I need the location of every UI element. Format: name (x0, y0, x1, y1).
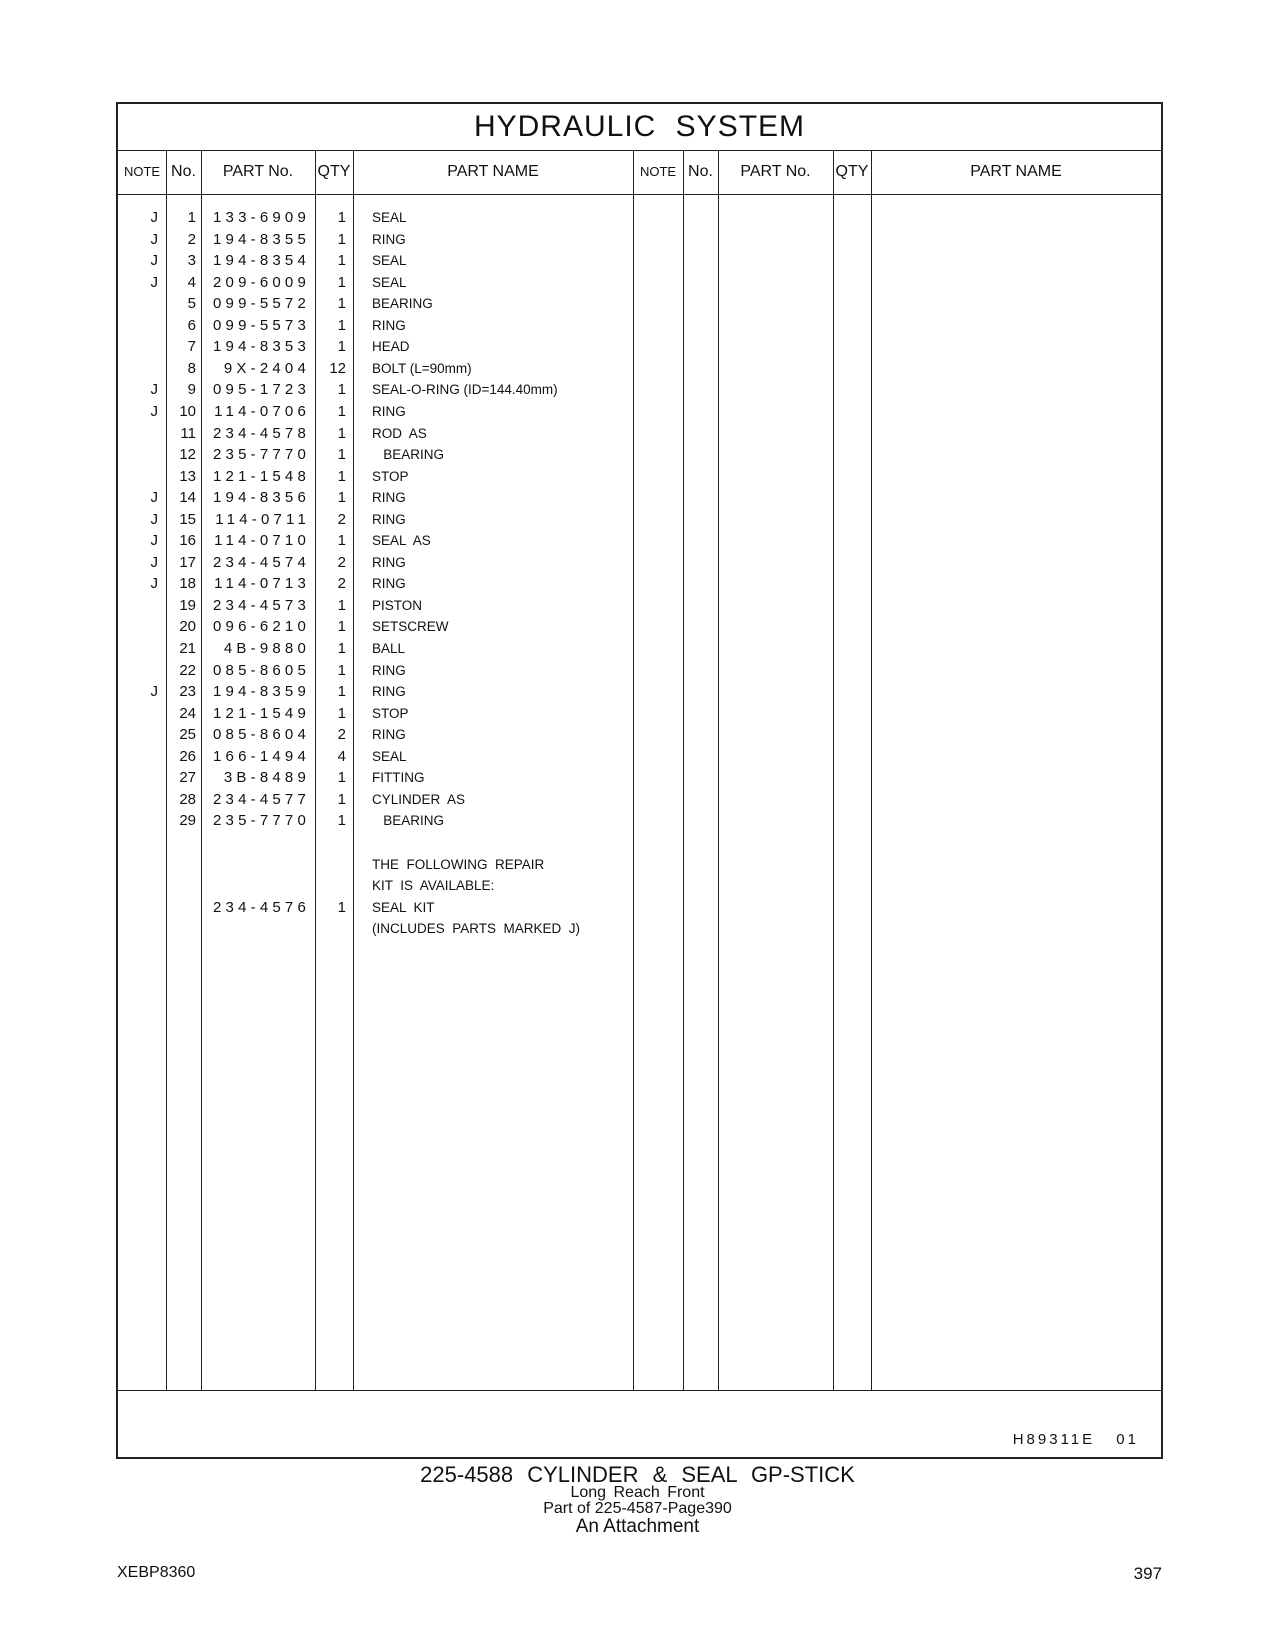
part-number-cell: 133-6909 (213, 209, 310, 226)
table-header (118, 150, 1161, 195)
part-number-cell: 121-1549 (213, 704, 310, 722)
quantity-cell: 1 (337, 402, 346, 420)
table-row (118, 444, 648, 466)
table-row (118, 250, 648, 272)
part-name-cell: SEAL KIT (372, 899, 435, 915)
part-number-cell: 209-6009 (213, 273, 310, 291)
item-number-cell: 28 (179, 790, 196, 808)
table-row (118, 487, 648, 509)
part-number-cell: 194-8354 (213, 252, 310, 270)
part-name-cell: RING (372, 317, 406, 333)
note-cell: J (150, 532, 158, 550)
table-row (118, 573, 648, 595)
table-row (118, 746, 648, 768)
part-name-cell: BALL (372, 641, 406, 656)
part-number-cell: 234-4576 (213, 898, 310, 916)
part-name-cell: STOP (372, 705, 409, 721)
column-divider (871, 150, 872, 1390)
part-number-cell: 114-0706 (214, 402, 310, 420)
part-number-cell: 235-7770 (213, 446, 310, 464)
part-number-cell: 234-4574 (213, 553, 310, 571)
quantity-cell: 4 (337, 747, 346, 765)
part-number-cell: 3B-8489 (223, 769, 310, 787)
part-name-cell: SETSCREW (372, 619, 449, 635)
part-name-cell: PISTON (372, 597, 423, 613)
item-number-cell: 23 (179, 683, 196, 701)
note-cell: J (150, 402, 158, 420)
item-number-cell: 15 (179, 510, 196, 528)
item-number-cell: 2 (187, 230, 196, 248)
header-part-name-2: PART NAME (970, 163, 1062, 180)
illustration-code: H89311E 01 (1012, 1431, 1139, 1448)
table-row (118, 315, 648, 337)
part-name-cell: RING (372, 684, 406, 700)
item-number-cell: 4 (187, 273, 196, 291)
header-qty-2: QTY (835, 163, 869, 180)
item-number-cell: 22 (179, 661, 196, 679)
group-reference: Part of 225-4587-Page390 (543, 1500, 732, 1517)
note-cell: J (150, 273, 158, 291)
part-name-cell: RING (372, 490, 406, 506)
part-number-cell: 114-0713 (214, 575, 310, 593)
quantity-cell: 1 (337, 790, 346, 808)
part-number-cell: 099-5572 (213, 295, 310, 313)
part-number-cell: 234-4573 (213, 596, 310, 614)
table-row (118, 832, 648, 854)
part-number-cell: 114-0711 (215, 510, 310, 528)
group-subtitle: Long Reach Front (570, 1484, 705, 1501)
table-row (118, 552, 648, 574)
item-number-cell: 29 (179, 812, 196, 830)
publication-number: XEBP8360 (117, 1564, 196, 1581)
footer-divider (118, 1390, 1161, 1391)
table-row (118, 401, 648, 423)
quantity-cell: 1 (337, 683, 346, 701)
part-name-cell: RING (372, 727, 406, 743)
quantity-cell: 1 (337, 424, 346, 442)
item-number-cell: 13 (179, 467, 196, 485)
part-name-cell: RING (372, 554, 406, 570)
quantity-cell: 1 (337, 704, 346, 722)
quantity-cell: 2 (337, 726, 346, 744)
part-name-cell: SEAL (372, 274, 407, 290)
part-number-cell: 114-0710 (214, 532, 310, 550)
table-row (118, 207, 648, 229)
quantity-cell: 1 (337, 467, 346, 485)
part-name-cell: RING (372, 403, 406, 419)
part-name-cell: RING (372, 231, 406, 247)
quantity-cell: 1 (337, 898, 346, 916)
part-number-cell: 121-1548 (213, 467, 310, 485)
item-number-cell: 27 (179, 769, 196, 787)
header-note-2: NOTE (639, 164, 677, 179)
item-number-cell: 17 (179, 553, 196, 571)
part-name-cell: SEAL-O-RING (ID=144.40mm) (372, 382, 558, 398)
part-number-cell: 194-8353 (213, 338, 310, 356)
item-number-cell: 14 (179, 489, 196, 507)
part-name-cell: SEAL (372, 210, 407, 225)
part-name-cell: STOP (372, 468, 409, 484)
quantity-cell: 2 (337, 553, 346, 571)
part-number-cell: 095-1723 (213, 381, 310, 399)
table-row (118, 875, 648, 897)
item-number-cell: 9 (187, 381, 196, 399)
quantity-cell: 1 (337, 381, 346, 399)
table-row (118, 703, 648, 725)
quantity-cell: 1 (337, 640, 346, 657)
quantity-cell: 1 (337, 596, 346, 614)
header-part-no-2: PART No. (740, 163, 811, 180)
column-divider (683, 150, 684, 1390)
part-name-cell: SEAL (372, 253, 407, 269)
item-number-cell: 20 (179, 618, 196, 636)
quantity-cell: 1 (337, 489, 346, 507)
part-name-cell: BEARING (372, 447, 445, 463)
note-cell: J (150, 252, 158, 270)
table-row (118, 229, 648, 251)
part-number-cell: 194-8355 (213, 230, 310, 248)
table-row (118, 272, 648, 294)
part-number-cell: 096-6210 (213, 618, 310, 636)
part-name-cell: SEAL (372, 748, 407, 764)
quantity-cell: 1 (337, 230, 346, 248)
item-number-cell: 8 (187, 359, 196, 377)
quantity-cell: 1 (337, 338, 346, 356)
parts-table-frame (116, 102, 1163, 1459)
table-row (118, 767, 648, 789)
table-row (118, 358, 648, 380)
table-row (118, 595, 648, 617)
part-number-cell: 234-4577 (213, 790, 310, 808)
part-name-cell: BEARING (372, 813, 445, 829)
part-name-cell: KIT IS AVAILABLE: (372, 878, 495, 894)
quantity-cell: 1 (337, 295, 346, 313)
part-number-cell: 234-4578 (213, 424, 310, 442)
quantity-cell: 2 (337, 575, 346, 593)
note-cell: J (150, 575, 158, 593)
item-number-cell: 10 (179, 402, 196, 420)
header-part-name: PART NAME (447, 163, 539, 180)
part-number-cell: 194-8356 (213, 489, 310, 507)
table-row (118, 616, 648, 638)
item-number-cell: 16 (179, 532, 196, 550)
note-cell: J (150, 683, 158, 701)
part-number-cell: 235-7770 (213, 812, 310, 830)
table-row (118, 897, 648, 919)
part-name-cell: RING (372, 511, 406, 527)
table-row (118, 681, 648, 703)
item-number-cell: 26 (179, 747, 196, 765)
quantity-cell: 1 (337, 661, 346, 679)
quantity-cell: 1 (337, 812, 346, 830)
table-row (118, 466, 648, 488)
part-number-cell: 4B-9880 (223, 640, 310, 657)
part-number-cell: 194-8359 (213, 683, 310, 701)
item-number-cell: 7 (187, 338, 196, 356)
item-number-cell: 3 (187, 252, 196, 270)
part-number-cell: 085-8605 (213, 661, 310, 679)
item-number-cell: 24 (179, 704, 196, 722)
part-name-cell: BEARING (372, 296, 433, 312)
column-divider (833, 150, 834, 1390)
item-number-cell: 11 (180, 424, 196, 442)
table-row (118, 423, 648, 445)
table-row (118, 810, 648, 832)
column-divider (718, 150, 719, 1390)
item-number-cell: 25 (179, 726, 196, 744)
quantity-cell: 1 (337, 618, 346, 636)
quantity-cell: 1 (337, 316, 346, 334)
note-cell: J (150, 209, 158, 226)
item-number-cell: 18 (179, 575, 196, 593)
table-row (118, 724, 648, 746)
note-cell: J (150, 489, 158, 507)
part-name-cell: HEAD (372, 339, 410, 355)
header-note: NOTE (123, 164, 161, 179)
part-name-cell: RING (372, 576, 406, 592)
quantity-cell: 1 (337, 252, 346, 270)
group-title: 225-4588 CYLINDER & SEAL GP-STICK (420, 1462, 855, 1487)
item-number-cell: 21 (179, 640, 196, 657)
note-cell: J (150, 510, 158, 528)
part-number-cell: 085-8604 (213, 726, 310, 744)
table-row (118, 509, 648, 531)
item-number-cell: 6 (187, 316, 196, 334)
item-number-cell: 1 (187, 209, 196, 226)
quantity-cell: 2 (337, 510, 346, 528)
header-qty: QTY (317, 163, 351, 180)
note-cell: J (150, 381, 158, 399)
table-row (118, 854, 648, 876)
quantity-cell: 1 (337, 209, 346, 226)
table-row (118, 336, 648, 358)
group-attachment: An Attachment (575, 1516, 700, 1537)
part-name-cell: ROD AS (372, 425, 427, 441)
quantity-cell: 12 (329, 359, 346, 377)
part-name-cell: CYLINDER AS (372, 791, 466, 807)
header-no-2: No. (688, 163, 713, 180)
table-row (118, 293, 648, 315)
note-cell: J (150, 553, 158, 571)
part-name-cell: BOLT (L=90mm) (372, 360, 472, 376)
table-row (118, 530, 648, 552)
item-number-cell: 12 (179, 446, 196, 464)
section-title: HYDRAULIC SYSTEM (118, 104, 1161, 151)
header-part-no: PART No. (222, 163, 294, 180)
part-number-cell: 099-5573 (213, 316, 310, 334)
quantity-cell: 1 (337, 446, 346, 464)
table-row (118, 918, 648, 940)
item-number-cell: 19 (179, 596, 196, 614)
header-no: No. (171, 163, 196, 180)
table-row (118, 660, 648, 682)
part-name-cell: RING (372, 662, 406, 678)
part-name-cell: THE FOLLOWING REPAIR (372, 856, 545, 872)
part-name-cell: FITTING (372, 770, 425, 786)
quantity-cell: 1 (337, 769, 346, 787)
table-row (118, 789, 648, 811)
table-row (118, 638, 648, 660)
page-number: 397 (1133, 1564, 1162, 1583)
table-row (118, 379, 648, 401)
part-number-cell: 9X-2404 (223, 359, 310, 377)
item-number-cell: 5 (187, 295, 196, 313)
part-name-cell: (INCLUDES PARTS MARKED J) (372, 921, 581, 937)
part-name-cell: SEAL AS (372, 533, 431, 549)
part-number-cell: 166-1494 (213, 747, 310, 765)
quantity-cell: 1 (337, 273, 346, 291)
quantity-cell: 1 (337, 532, 346, 550)
note-cell: J (150, 230, 158, 248)
